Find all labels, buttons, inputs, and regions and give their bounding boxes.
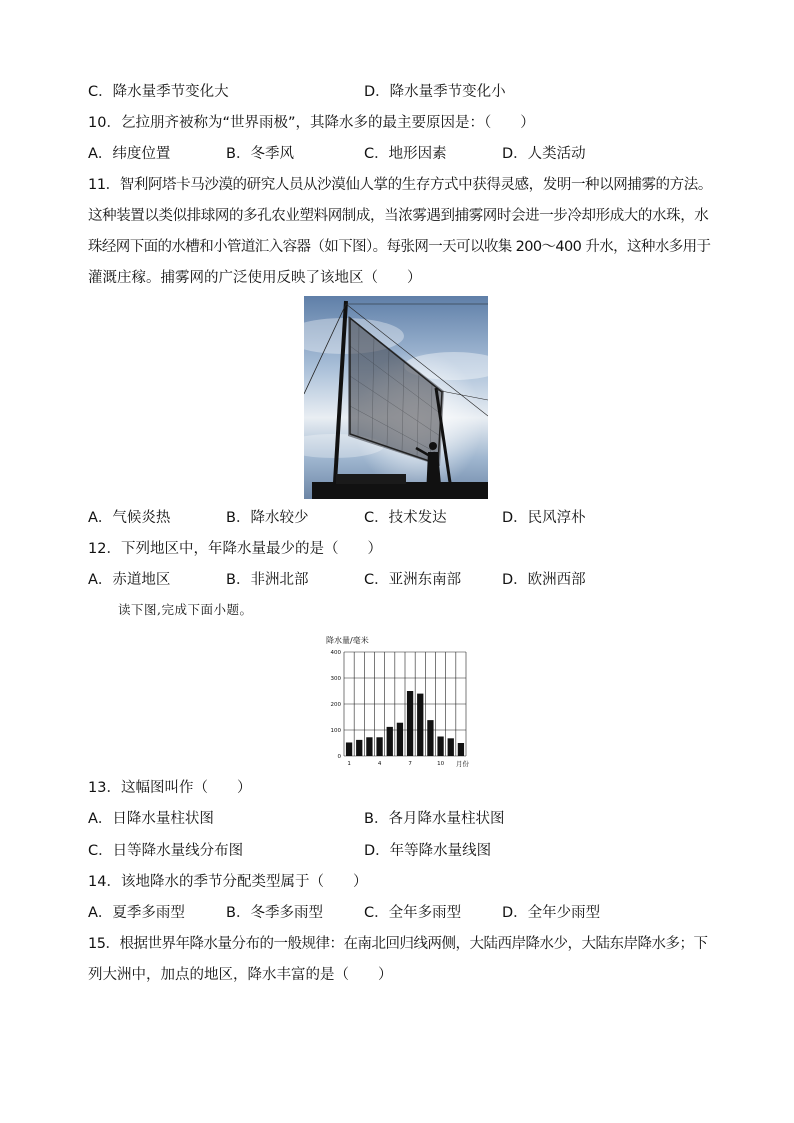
q12-option-b: B．非洲北部 xyxy=(226,572,309,588)
chart-ylabel: 降水量/毫米 xyxy=(326,636,369,645)
q13-option-a: A．日降水量柱状图 xyxy=(88,811,214,827)
chart-bar-12 xyxy=(458,743,464,756)
chart-bar-8 xyxy=(417,694,423,756)
q11-option-b: B．降水较少 xyxy=(226,510,309,526)
chart-ytick-label: 0 xyxy=(337,754,341,760)
q11-line-3: 珠经网下面的水槽和小管道汇入容器（如下图）。每张网一天可以收集 200～400 升水，这种水多用于 xyxy=(88,239,711,255)
q12-stem: 12．下列地区中，年降水量最少的是（ ） xyxy=(88,541,382,557)
chart-xtick-label: 7 xyxy=(408,761,412,767)
chart-ytick-label: 300 xyxy=(330,676,341,682)
q10-option-c: C．地形因素 xyxy=(364,146,447,162)
chart-bar-5 xyxy=(387,727,393,756)
q15-line-1: 15．根据世界年降水量分布的一般规律：在南北回归线两侧，大陆西岸降水少，大陆东岸降水多；下 xyxy=(88,936,708,952)
q11-option-c: C．技术发达 xyxy=(364,510,447,526)
chart-ytick-label: 200 xyxy=(330,702,341,708)
q14-option-d: D．全年少雨型 xyxy=(502,905,601,921)
q15-line-2: 列大洲中，加点的地区，降水丰富的是（ ） xyxy=(88,967,393,983)
reading-instruction: 读下图,完成下面小题。 xyxy=(118,602,253,617)
q10-option-d: D．人类活动 xyxy=(502,146,586,162)
chart-bar-9 xyxy=(427,720,433,756)
q11-option-a: A．气候炎热 xyxy=(88,510,171,526)
q14-option-a: A．夏季多雨型 xyxy=(88,905,185,921)
q12-option-c: C．亚洲东南部 xyxy=(364,572,462,588)
chart-xlabel: 月份 xyxy=(456,760,469,768)
chart-bar-11 xyxy=(448,738,454,756)
chart-bar-1 xyxy=(346,742,352,756)
q14-option-c: C．全年多雨型 xyxy=(364,905,462,921)
chart-xtick-label: 1 xyxy=(347,761,351,767)
q14-stem: 14．该地降水的季节分配类型属于（ ） xyxy=(88,874,368,890)
q10-option-b: B．冬季风 xyxy=(226,146,294,162)
chart-bar-6 xyxy=(397,723,403,756)
q9-option-d: D．降水量季节变化小 xyxy=(364,84,506,100)
q13-stem: 13．这幅图叫作（ ） xyxy=(88,780,252,796)
q14-option-b: B．冬季多雨型 xyxy=(226,905,323,921)
q10-option-a: A．纬度位置 xyxy=(88,146,171,162)
chart-bar-4 xyxy=(376,737,382,756)
fog-net-photo xyxy=(304,296,488,499)
chart-bar-2 xyxy=(356,740,362,756)
q11-line-4: 灌溉庄稼。捕雾网的广泛使用反映了该地区（ ） xyxy=(88,270,422,286)
chart-ytick-label: 100 xyxy=(330,728,341,734)
chart-ytick-label: 400 xyxy=(330,650,341,656)
chart-bar-3 xyxy=(366,737,372,756)
precipitation-chart xyxy=(318,630,476,770)
q12-option-d: D．欧洲西部 xyxy=(502,572,586,588)
q11-option-d: D．民风淳朴 xyxy=(502,510,586,526)
q13-option-b: B．各月降水量柱状图 xyxy=(364,811,505,827)
chart-xtick-label: 4 xyxy=(377,761,382,767)
chart-bar-7 xyxy=(407,691,413,756)
chart-xtick-label: 10 xyxy=(437,761,445,767)
q10-stem: 10．乞拉朋齐被称为“世界雨极”，其降水多的最主要原因是：（ ） xyxy=(88,115,535,131)
q13-option-c: C．日等降水量线分布图 xyxy=(88,843,244,859)
q11-line-1: 11．智利阿塔卡马沙漠的研究人员从沙漠仙人掌的生存方式中获得灵感，发明一种以网捕雾的方法。 xyxy=(88,177,712,193)
q12-option-a: A．赤道地区 xyxy=(88,572,171,588)
chart-bar-10 xyxy=(437,737,443,757)
q13-option-d: D．年等降水量线图 xyxy=(364,843,492,859)
q11-line-2: 这种装置以类似排球网的多孔农业塑料网制成，当浓雾遇到捕雾网时会进一步冷却形成大的水珠，水 xyxy=(88,208,709,224)
q9-option-c: C．降水量季节变化大 xyxy=(88,84,229,100)
